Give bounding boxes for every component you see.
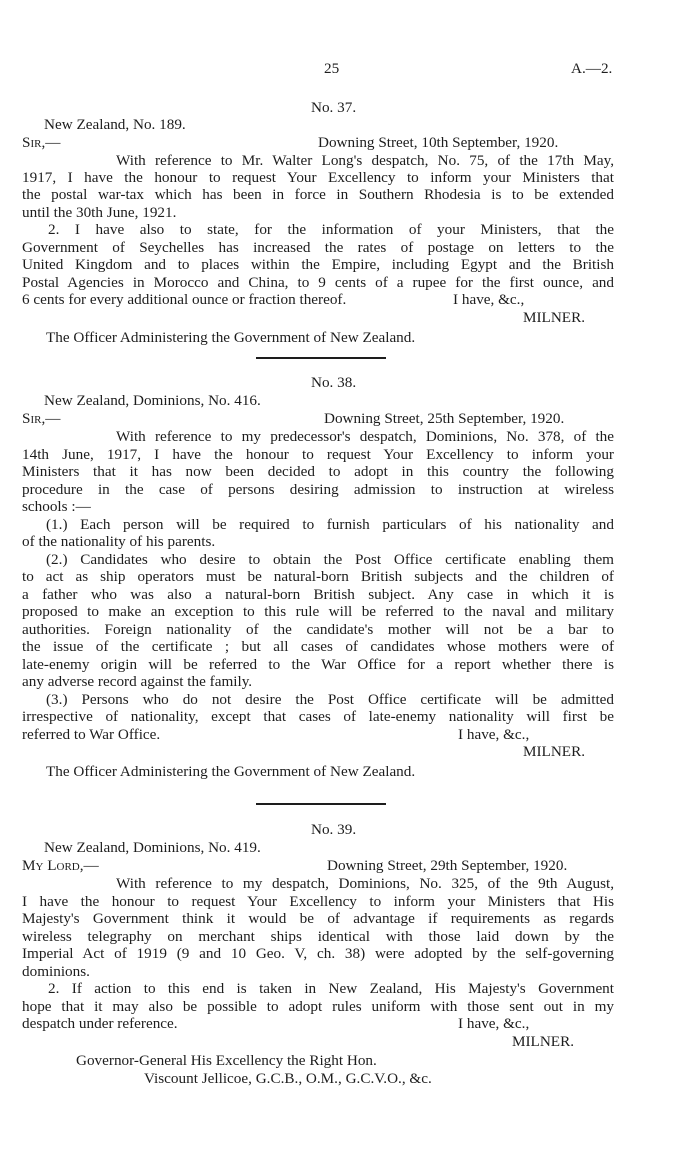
body-line: With reference to my despatch, Dominions, No. 325, of the 9th August, (116, 875, 614, 892)
body-line: 2. I have also to state, for the information of your Ministers, that the (48, 221, 614, 238)
addressee-line: The Officer Administering the Government of New Zealand. (46, 329, 416, 346)
addressee-line: The Officer Administering the Government of New Zealand. (46, 763, 416, 780)
closing: I have, &c., (453, 291, 525, 308)
body-line: of the nationality of his parents. (22, 533, 216, 550)
signature: MILNER. (512, 1033, 575, 1050)
place-date: Downing Street, 29th September, 1920. (327, 857, 568, 874)
body-line: late-enemy origin will be referred to the War Office for a report whether there is (22, 656, 614, 673)
document-reference: A.—2. (571, 60, 613, 77)
despatch-reference: New Zealand, Dominions, No. 416. (44, 392, 261, 409)
body-line: Postal Agencies in Morocco and China, to 9 cents of a rupee for the first ounce, and (22, 274, 614, 291)
addressee-line: Viscount Jellicoe, G.C.B., O.M., G.C.V.O., &c. (144, 1070, 432, 1087)
signature: MILNER. (523, 309, 586, 326)
despatch-number: No. 38. (311, 374, 357, 391)
section-divider (256, 803, 386, 805)
body-line: authorities. Foreign nationality of the candidate's mother will not be a bar to (22, 621, 614, 638)
addressee-line: Governor-General His Excellency the Right Hon. (76, 1052, 377, 1069)
body-line: any adverse record against the family. (22, 673, 253, 690)
body-line: the issue of the certificate ; but all cases of candidates whose mothers were of (22, 638, 614, 655)
body-line: 14th June, 1917, I have the honour to request Your Excellency to inform your (22, 446, 614, 463)
place-date: Downing Street, 10th September, 1920. (318, 134, 559, 151)
body-line: hope that it may also be possible to adopt rules uniform with those sent out in my (22, 998, 614, 1015)
closing: I have, &c., (458, 726, 530, 743)
body-line: the postal war-tax which has been in force in Southern Rhodesia is to be extended (22, 186, 614, 203)
page-number: 25 (324, 60, 340, 77)
body-line: 2. If action to this end is taken in New Zealand, His Majesty's Government (48, 980, 614, 997)
body-line: Ministers that it has now been decided to adopt in this country the following (22, 463, 614, 480)
body-line: procedure in the case of persons desiring admission to instruction at wireless (22, 481, 614, 498)
body-line: I have the honour to request Your Excellency to inform your Ministers that His (22, 893, 614, 910)
body-line: referred to War Office. (22, 726, 161, 743)
body-line: (3.) Persons who do not desire the Post Office certificate will be admitted (46, 691, 614, 708)
body-line: Majesty's Government think it would be of advantage if requirements as regards (22, 910, 614, 927)
body-line: (2.) Candidates who desire to obtain the Post Office certificate enabling them (46, 551, 614, 568)
body-line: Government of Seychelles has increased the rates of postage on letters to the (22, 239, 614, 256)
body-line: a father who was also a natural-born British subject. Any case in which it is (22, 586, 614, 603)
body-line: United Kingdom and to places within the Empire, including Egypt and the British (22, 256, 614, 273)
section-divider (256, 357, 386, 359)
body-line: 6 cents for every additional ounce or fraction thereof. (22, 291, 347, 308)
body-line: despatch under reference. (22, 1015, 178, 1032)
signature: MILNER. (523, 743, 586, 760)
body-line: irrespective of nationality, except that cases of late-enemy nationality will first be (22, 708, 614, 725)
body-line: proposed to make an exception to this rule will be referred to the naval and military (22, 603, 614, 620)
despatch-number: No. 39. (311, 821, 357, 838)
body-line: to act as ship operators must be natural-born British subjects and the children of (22, 568, 614, 585)
body-line: schools :— (22, 498, 91, 515)
salutation: My Lord,— (22, 857, 99, 874)
despatch-number: No. 37. (311, 99, 357, 116)
body-line: 1917, I have the honour to request Your Excellency to inform your Ministers that (22, 169, 614, 186)
body-line: With reference to my predecessor's despatch, Dominions, No. 378, of the (116, 428, 614, 445)
place-date: Downing Street, 25th September, 1920. (324, 410, 565, 427)
body-line: With reference to Mr. Walter Long's despatch, No. 75, of the 17th May, (116, 152, 614, 169)
salutation: Sir,— (22, 134, 61, 151)
body-line: until the 30th June, 1921. (22, 204, 177, 221)
body-line: Imperial Act of 1919 (9 and 10 Geo. V, ch. 38) were adopted by the self-governing (22, 945, 614, 962)
despatch-reference: New Zealand, No. 189. (44, 116, 186, 133)
body-line: (1.) Each person will be required to furnish particulars of his nationality and (46, 516, 614, 533)
salutation: Sir,— (22, 410, 61, 427)
body-line: dominions. (22, 963, 90, 980)
despatch-reference: New Zealand, Dominions, No. 419. (44, 839, 261, 856)
body-line: wireless telegraphy on merchant ships identical with those laid down by the (22, 928, 614, 945)
closing: I have, &c., (458, 1015, 530, 1032)
